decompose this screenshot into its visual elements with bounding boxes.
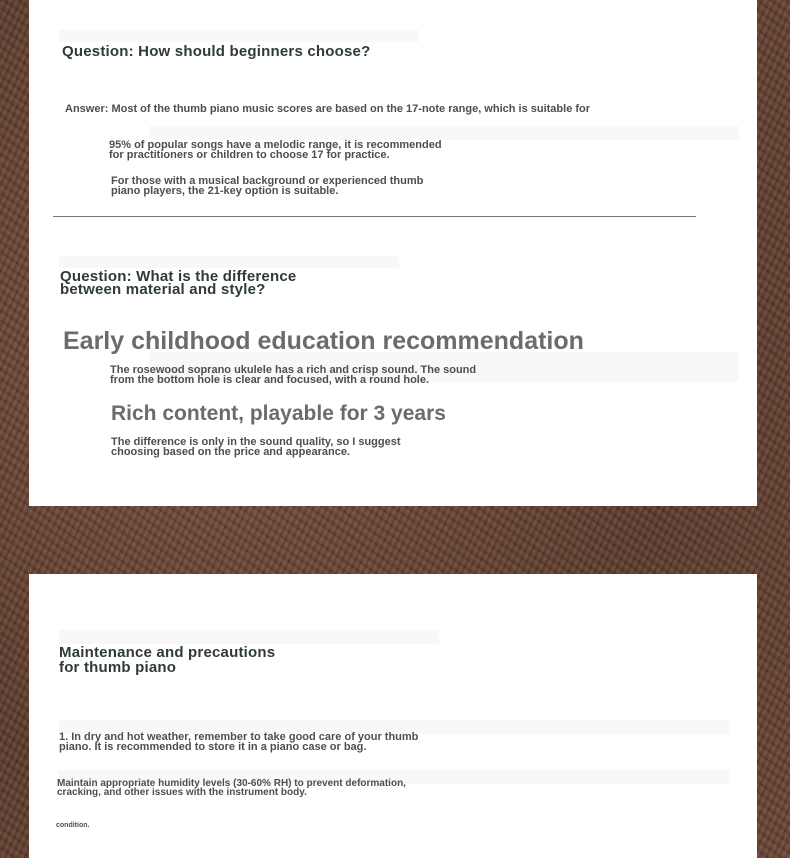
faded-background-text	[59, 30, 419, 42]
question-title-beginners: Question: How should beginners choose?	[62, 43, 371, 60]
paragraph-sound-quality: The difference is only in the sound quality, so I suggest choosing based on the price and appearance.	[111, 436, 401, 458]
footnote-condition: condition.	[56, 822, 90, 829]
paragraph-17-key: 95% of popular songs have a melodic range, it is recommended for practitioners or children to choose 17 for practice.	[109, 139, 442, 161]
paragraph-rosewood: The rosewood soprano ukulele has a rich and crisp sound. The sound from the bottom hole is clear and focused, with a round hole.	[110, 364, 477, 386]
question-title-material: Question: What is the difference between material and style?	[60, 268, 297, 298]
answer-line: Answer: Most of the thumb piano music scores are based on the 17-note range, which is suitable for	[65, 103, 591, 115]
headline-early-education: Early childhood education recommendation	[63, 327, 584, 355]
maintenance-panel	[29, 574, 757, 858]
faq-panel	[29, 0, 757, 506]
section-divider	[53, 216, 696, 217]
maintenance-title: Maintenance and precautions for thumb piano	[59, 644, 276, 676]
paragraph-storage: 1. In dry and hot weather, remember to take good care of your thumb piano. It is recommended to store it in a piano case or bag.	[59, 731, 419, 753]
headline-rich-content: Rich content, playable for 3 years	[111, 402, 446, 425]
paragraph-humidity: Maintain appropriate humidity levels (30-60% RH) to prevent deformation, cracking, and other issues with the instrument body.	[57, 778, 406, 798]
faded-background-text	[59, 256, 399, 268]
faded-background-text	[59, 630, 439, 644]
faded-background-text	[149, 126, 739, 140]
paragraph-21-key: For those with a musical background or experienced thumb piano players, the 21-key option is suitable.	[111, 175, 424, 197]
